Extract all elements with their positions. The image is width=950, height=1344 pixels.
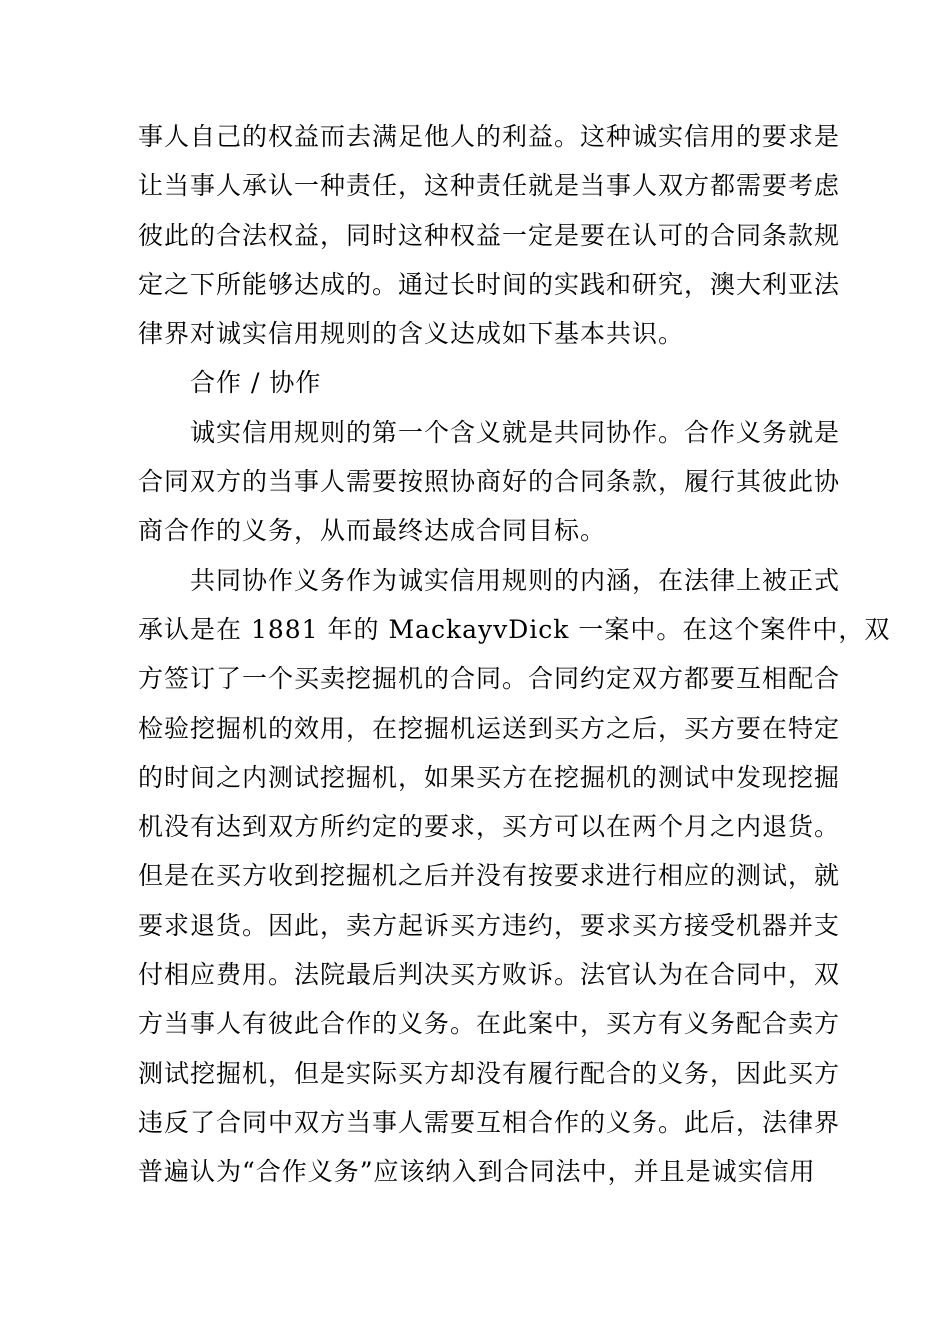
text-line: 事人自己的权益而去满足他人的利益。这种诚实信用的要求是	[138, 122, 841, 151]
text-line: 付相应费用。法院最后判决买方败诉。法官认为在合同中，双	[138, 960, 841, 990]
text-line: 检验挖掘机的效用，在挖掘机运送到买方之后，买方要在特定	[138, 713, 841, 743]
text-line: 方当事人有彼此合作的义务。在此案中，买方有义务配合卖方	[138, 1009, 841, 1039]
text-line: 彼此的合法权益，同时这种权益一定是要在认可的合同条款规	[138, 220, 841, 250]
section-heading: 合作 / 协作	[190, 368, 322, 398]
body-text	[138, 112, 891, 1197]
text-line: 承认是在 1881 年的 MackayvDick 一案中。在这个案件中，双	[138, 614, 891, 644]
text-line: 合同双方的当事人需要按照协商好的合同条款，履行其彼此协	[138, 467, 841, 497]
text-line: 但是在买方收到挖掘机之后并没有按要求进行相应的测试，就	[138, 861, 841, 891]
text-line: 让当事人承认一种责任，这种责任就是当事人双方都需要考虑	[138, 171, 841, 201]
text-line: 普遍认为“合作义务”应该纳入到合同法中，并且是诚实信用	[138, 1157, 816, 1187]
text-line: 机没有达到双方所约定的要求，买方可以在两个月之内退货。	[138, 812, 841, 842]
text-line: 的时间之内测试挖掘机，如果买方在挖掘机的测试中发现挖掘	[138, 762, 841, 792]
text-line: 方签订了一个买卖挖掘机的合同。合同约定双方都要互相配合	[138, 664, 841, 694]
text-line: 测试挖掘机，但是实际买方却没有履行配合的义务，因此买方	[138, 1058, 841, 1088]
text-line: 律界对诚实信用规则的含义达成如下基本共识。	[138, 319, 685, 349]
text-line: 要求退货。因此，卖方起诉买方违约，要求买方接受机器并支	[138, 910, 841, 940]
text-line: 商合作的义务，从而最终达成合同目标。	[138, 516, 607, 546]
text-line: 共同协作义务作为诚实信用规则的内涵，在法律上被正式	[190, 565, 841, 595]
text-line: 违反了合同中双方当事人需要互相合作的义务。此后，法律界	[138, 1107, 841, 1137]
text-line: 诚实信用规则的第一个含义就是共同协作。合作义务就是	[190, 417, 841, 447]
text-line: 定之下所能够达成的。通过长时间的实践和研究，澳大利亚法	[138, 269, 841, 299]
